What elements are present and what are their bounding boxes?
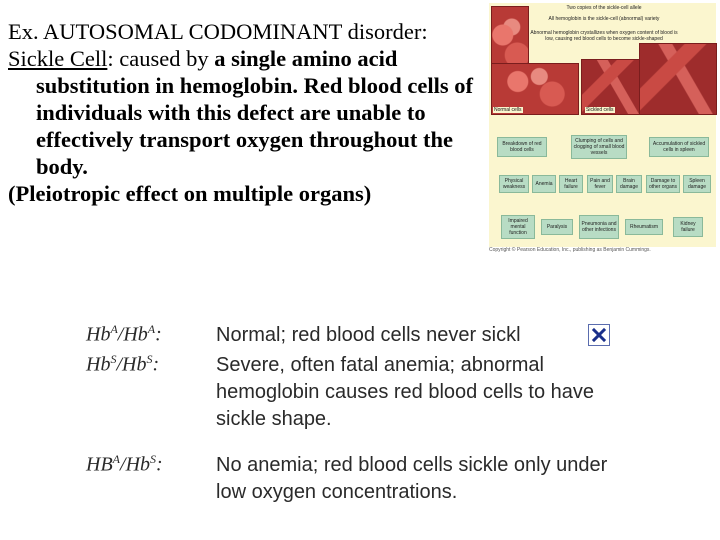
- x-mark-icon: [591, 327, 607, 343]
- genotype-label: $HB^A/Hb^S$:: [86, 452, 163, 476]
- sickle-description: [8, 45, 478, 180]
- heading-line: Ex. AUTOSOMAL CODOMINANT disorder:: [8, 19, 428, 44]
- box-anemia: Anemia: [532, 175, 556, 193]
- genotype-description: No anemia; red blood cells sickle only under low oxygen concentrations.: [216, 454, 608, 503]
- slide-text: [8, 18, 478, 207]
- diagram-step2: Abnormal hemoglobin crystallizes when oxygen content of blood is low, causing red blood cells to become sickle-shaped: [530, 30, 678, 42]
- box-mental: Impaired mental function: [501, 215, 535, 239]
- normal-cells-label: Normal cells: [494, 107, 522, 113]
- broken-image-icon: [588, 324, 610, 346]
- pleiotropic-note: (Pleiotropic effect on multiple organs): [8, 181, 372, 206]
- genotype-label: $Hb^A/Hb^A$:: [86, 322, 162, 346]
- box-weakness: Physical weakness: [499, 175, 529, 193]
- diagram-credit: Copyright © Pearson Education, Inc., publishing as Benjamin Cummings.: [489, 247, 651, 253]
- box-pneumonia: Pneumonia and other infections: [579, 215, 619, 239]
- box-paralysis: Paralysis: [541, 219, 573, 235]
- box-clumping: Clumping of cells and clogging of small blood vessels: [571, 135, 627, 159]
- box-rheumatism: Rheumatism: [625, 219, 663, 235]
- box-pain: Pain and fever: [587, 175, 613, 193]
- box-kidney: Kidney failure: [673, 217, 703, 237]
- diagram-step1: All hemoglobin is the sickle-cell (abnormal) variety: [548, 16, 660, 22]
- sickled-cells-label: Sickled cells: [586, 107, 614, 113]
- sickle-label: Sickle Cell: [8, 46, 108, 71]
- sickle-detail: a single amino acid substitution in hemoglobin. Red blood cells of individuals with this defect are unable to effectively transport oxygen throughout the body.: [36, 46, 473, 179]
- sickle-cell-diagram: [489, 3, 716, 253]
- genotype-label: $Hb^S/Hb^S$:: [86, 352, 160, 376]
- diagram-top: Two copies of the sickle-cell allele: [566, 5, 642, 11]
- genotype-description: Severe, often fatal anemia; abnormal hemoglobin causes red blood cells to have sickle shape.: [216, 354, 595, 430]
- sickled-closeup-photo: [639, 43, 717, 115]
- genotype-description: Normal; red blood cells never sickl: [216, 324, 521, 346]
- box-brain: Brain damage: [616, 175, 642, 193]
- box-breakdown: Breakdown of red blood cells: [497, 137, 547, 157]
- box-damage: Damage to other organs: [646, 175, 680, 193]
- sickle-caused: : caused by: [107, 46, 215, 71]
- box-spleen: Spleen damage: [683, 175, 711, 193]
- box-heart: Heart failure: [559, 175, 583, 193]
- box-accumulation: Accumulation of sickled cells in spleen: [649, 137, 709, 157]
